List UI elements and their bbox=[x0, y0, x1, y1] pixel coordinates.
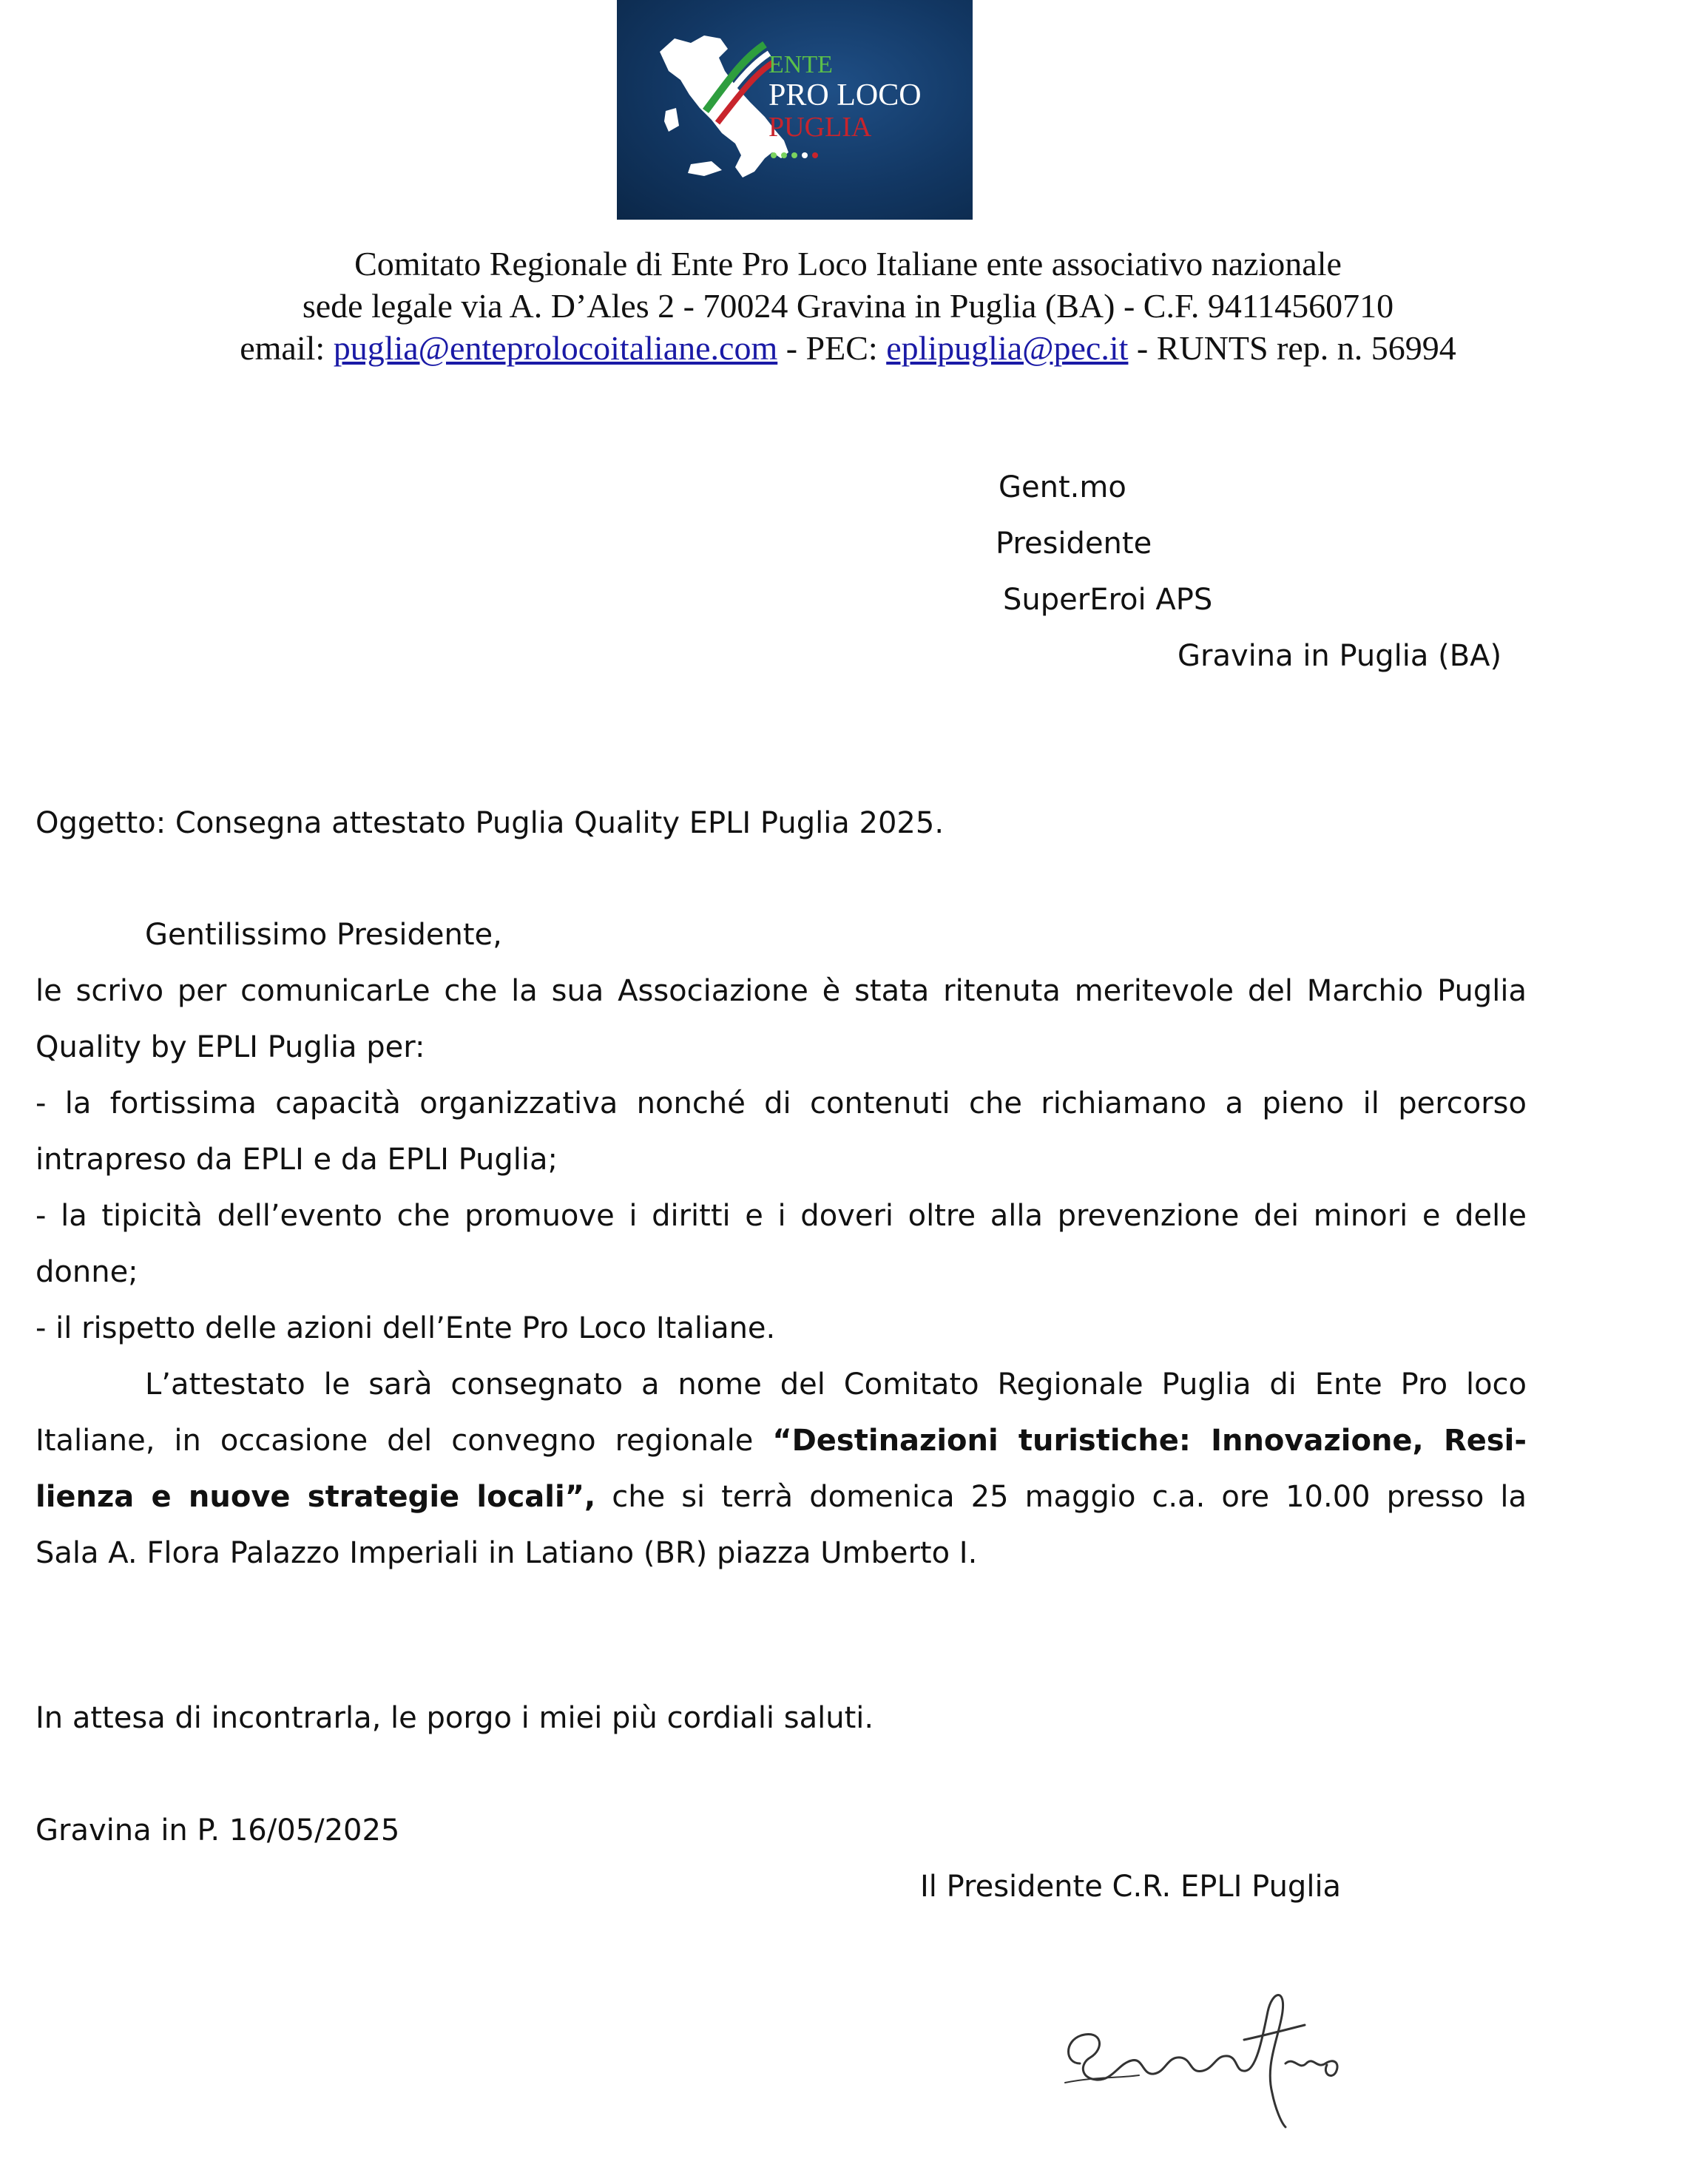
event-title-part2: lienza e nuove strategie locali”, bbox=[36, 1480, 596, 1514]
recipient-salutation: Gent.mo bbox=[999, 470, 1126, 504]
header-line-committee: Comitato Regionale di Ente Pro Loco Italiane ente associativo nazionale bbox=[354, 245, 1342, 283]
paragraph-line: L’attestato le sarà consegnato a nome del Comitato Regionale Puglia di Ente Pro loco bbox=[145, 1367, 1527, 1402]
ente-pro-loco-puglia-logo bbox=[617, 0, 973, 220]
greeting: Gentilissimo Presidente, bbox=[145, 918, 502, 952]
paragraph-line bbox=[36, 1413, 1527, 1469]
header-line-contacts bbox=[0, 328, 1696, 368]
signatory-title: Il Presidente C.R. EPLI Puglia bbox=[920, 1870, 1342, 1904]
header-line-address: sede legale via A. D’Ales 2 - 70024 Gravina in Puglia (BA) - C.F. 94114560710 bbox=[302, 287, 1394, 325]
email-label: email: bbox=[240, 329, 334, 367]
bullet-line: - la tipicità dell’evento che promuove i diritti e i doveri oltre alla prevenzione dei minori e delle bbox=[36, 1199, 1527, 1233]
event-title-part1: “Destinazioni turistiche: Innovazione, Resi- bbox=[772, 1424, 1527, 1458]
text-span: Italiane, in occasione del convegno regionale bbox=[36, 1424, 773, 1458]
bullet-line: - il rispetto delle azioni dell’Ente Pro Loco Italiane. bbox=[36, 1311, 776, 1345]
letter-body bbox=[36, 907, 1527, 1581]
logo-text-puglia: PUGLIA bbox=[768, 112, 872, 143]
handwritten-signature bbox=[1050, 1953, 1361, 2133]
paragraph-line: Sala A. Flora Palazzo Imperiali in Latiano (BR) piazza Umberto I. bbox=[36, 1536, 978, 1570]
italy-map-icon bbox=[617, 0, 973, 220]
paragraph-line: Quality by EPLI Puglia per: bbox=[36, 1030, 425, 1064]
recipient-title: Presidente bbox=[996, 527, 1152, 561]
paragraph-line: le scrivo per comunicarLe che la sua Associazione è stata ritenuta meritevole del Marchio Puglia bbox=[36, 974, 1527, 1008]
bullet-line: - la fortissima capacità organizzativa nonché di contenuti che richiamano a pieno il percorso bbox=[36, 1086, 1527, 1120]
logo-text-pro-loco: PRO LOCO bbox=[768, 78, 922, 112]
paragraph-line bbox=[36, 1469, 1527, 1525]
place-date: Gravina in P. 16/05/2025 bbox=[36, 1813, 400, 1847]
closing-salutation: In attesa di incontrarla, le porgo i miei più cordiali saluti. bbox=[36, 1701, 874, 1735]
bullet-line: intrapreso da EPLI e da EPLI Puglia; bbox=[36, 1143, 558, 1177]
pec-label: - PEC: bbox=[777, 329, 887, 367]
email-link[interactable]: puglia@enteprolocoitaliane.com bbox=[333, 329, 778, 367]
recipient-city: Gravina in Puglia (BA) bbox=[1178, 639, 1502, 673]
recipient-organization: SuperEroi APS bbox=[1003, 583, 1213, 617]
runts-text: - RUNTS rep. n. 56994 bbox=[1128, 329, 1456, 367]
bullet-line: donne; bbox=[36, 1255, 138, 1289]
letter-subject: Oggetto: Consegna attestato Puglia Quality EPLI Puglia 2025. bbox=[36, 806, 945, 840]
pec-link[interactable]: eplipuglia@pec.it bbox=[886, 329, 1129, 367]
text-span: che si terrà domenica 25 maggio c.a. ore 10.00 presso la bbox=[595, 1480, 1527, 1514]
logo-text-ente: ENTE bbox=[768, 51, 833, 78]
